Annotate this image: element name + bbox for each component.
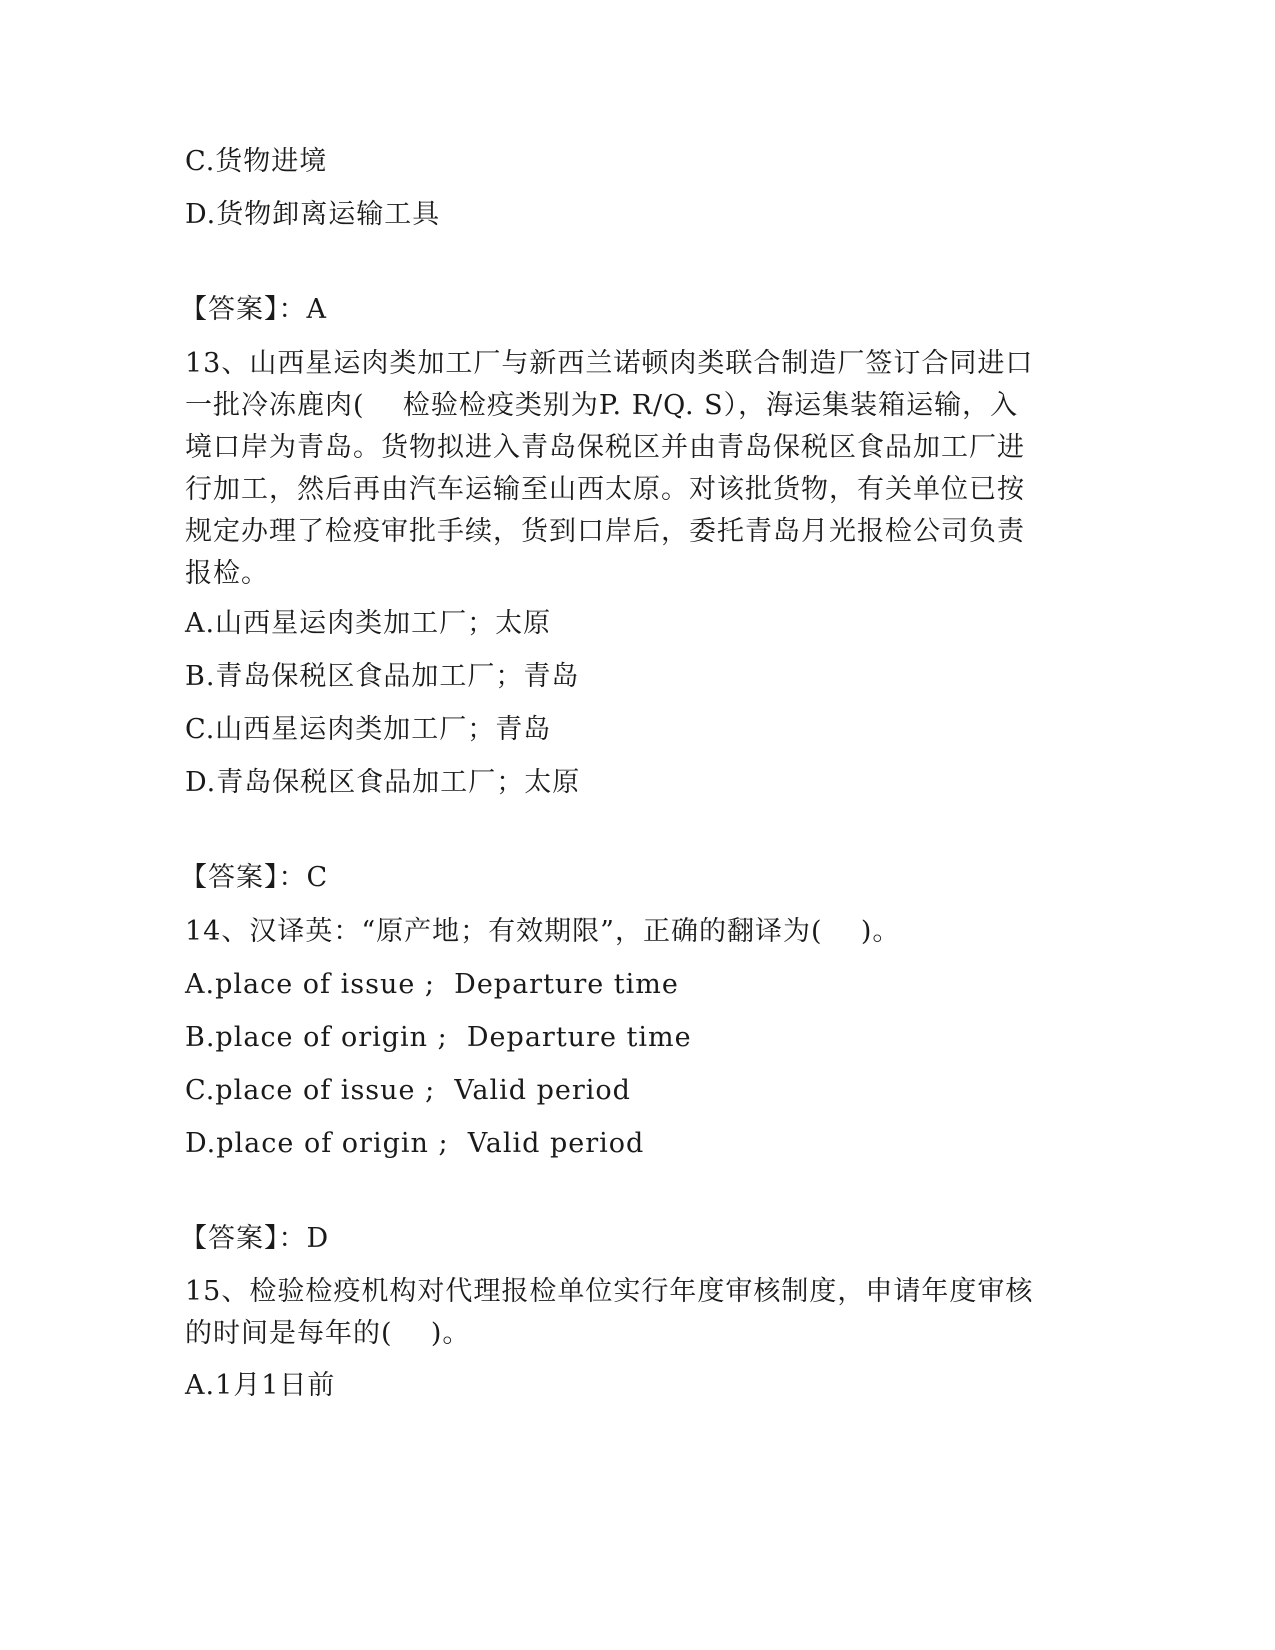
q13-question-line-3: 境口岸为青岛。货物拟进入青岛保税区并由青岛保税区食品加工厂进 <box>185 432 1025 463</box>
q14-question: 14、汉译英：“原产地；有效期限”，正确的翻译为( )。 <box>185 916 901 947</box>
q13-option-d: D.青岛保税区食品加工厂；太原 <box>185 767 581 798</box>
q15-question-line-1: 15、检验检疫机构对代理报检单位实行年度审核制度，申请年度审核 <box>185 1276 1034 1307</box>
q12-option-c: C.货物进境 <box>185 146 328 177</box>
q14-answer: 【答案】：D <box>180 1223 330 1254</box>
q14-option-d: D.place of origin ; Valid period <box>185 1128 645 1159</box>
q12-answer: 【答案】：A <box>180 294 327 325</box>
q14-option-c: C.place of issue ; Valid period <box>185 1075 631 1106</box>
q13-option-c: C.山西星运肉类加工厂；青岛 <box>185 714 552 745</box>
q13-question-line-2: 一批冷冻鹿肉( 检验检疫类别为P. R/Q. S），海运集装箱运输，入 <box>185 390 1019 421</box>
q13-question-line-1: 13、山西星运肉类加工厂与新西兰诺顿肉类联合制造厂签订合同进口 <box>185 348 1034 379</box>
q14-option-a: A.place of issue ; Departure time <box>185 969 679 1000</box>
q13-answer: 【答案】：C <box>180 862 329 893</box>
q13-option-a: A.山西星运肉类加工厂；太原 <box>185 608 552 639</box>
q13-question-line-5: 规定办理了检疫审批手续，货到口岸后，委托青岛月光报检公司负责 <box>185 516 1025 547</box>
q13-question-line-4: 行加工，然后再由汽车运输至山西太原。对该批货物，有关单位已按 <box>185 474 1025 505</box>
q13-option-b: B.青岛保税区食品加工厂；青岛 <box>185 661 580 692</box>
q15-question-line-2: 的时间是每年的( )。 <box>185 1318 471 1349</box>
q13-question-line-6: 报检。 <box>185 558 269 589</box>
q12-option-d: D.货物卸离运输工具 <box>185 199 441 230</box>
q15-option-a: A.1月1日前 <box>185 1370 336 1401</box>
q14-option-b: B.place of origin ; Departure time <box>185 1022 692 1053</box>
